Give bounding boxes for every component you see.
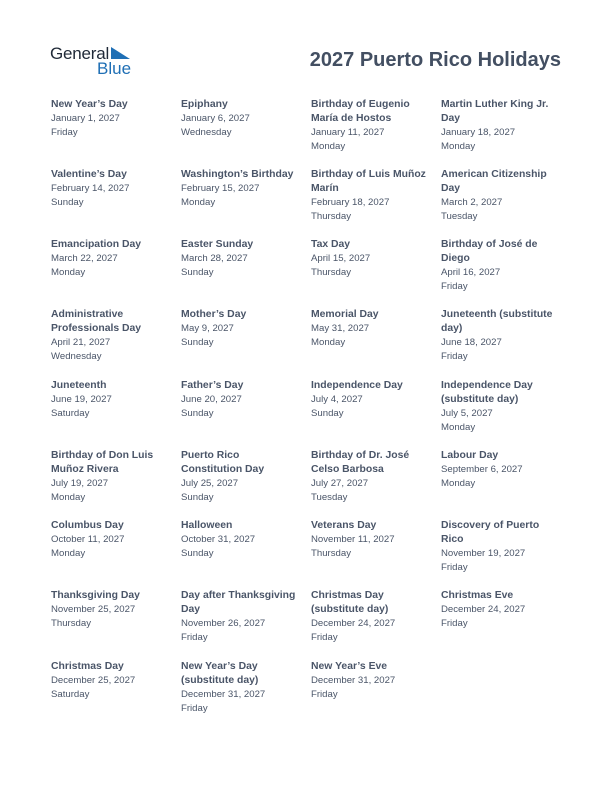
holiday-date: October 11, 2027 [51, 534, 125, 545]
holiday-entry [441, 308, 563, 364]
holiday-name: Birthday of Dr. José Celso Barbosa [311, 450, 410, 475]
holiday-date: February 18, 2027 [311, 197, 390, 208]
holiday-entry [441, 168, 563, 224]
holiday-name: Thanksgiving Day [51, 590, 140, 601]
holiday-date: March 22, 2027 [51, 253, 118, 264]
holiday-entry [311, 519, 433, 561]
holiday-name: Father’s Day [181, 380, 244, 391]
holiday-entry [51, 379, 173, 421]
holiday-date: January 1, 2027 [51, 113, 120, 124]
holiday-name: American Citizenship Day [441, 169, 547, 194]
holiday-date: April 15, 2027 [311, 253, 371, 264]
holiday-name: Easter Sunday [181, 239, 254, 250]
holiday-name: Martin Luther King Jr. Day [441, 99, 549, 124]
holiday-name: Memorial Day [311, 309, 379, 320]
holiday-name: Christmas Day (substitute day) [311, 590, 389, 615]
holiday-date: July 25, 2027 [181, 478, 239, 489]
holiday-entry [181, 449, 303, 505]
holiday-date: November 19, 2027 [441, 548, 526, 559]
page-title: 2027 Puerto Rico Holidays [309, 49, 561, 71]
holiday-date: July 5, 2027 [441, 408, 493, 419]
holiday-entry [311, 168, 433, 224]
holiday-weekday: Monday [51, 267, 86, 278]
holiday-entry [311, 379, 433, 421]
holiday-weekday: Wednesday [51, 351, 102, 362]
holiday-name: Emancipation Day [51, 239, 142, 250]
holiday-name: Independence Day (substitute day) [441, 380, 533, 405]
holiday-weekday: Friday [181, 703, 208, 714]
holiday-name: Discovery of Puerto Rico [441, 520, 540, 545]
holiday-weekday: Monday [51, 492, 86, 503]
holiday-weekday: Thursday [311, 548, 351, 559]
holiday-date: June 18, 2027 [441, 337, 502, 348]
holiday-weekday: Monday [51, 548, 86, 559]
holiday-date: March 2, 2027 [441, 197, 503, 208]
holiday-name: Puerto Rico Constitution Day [181, 450, 265, 475]
holiday-name: Labour Day [441, 450, 499, 461]
holiday-weekday: Thursday [311, 267, 351, 278]
holiday-entry [51, 449, 173, 505]
holiday-date: May 31, 2027 [311, 323, 370, 334]
holiday-weekday: Friday [441, 351, 468, 362]
holiday-weekday: Friday [441, 618, 468, 629]
holiday-name: Birthday of José de Diego [441, 239, 538, 264]
holiday-entry [441, 449, 563, 491]
holiday-entry [311, 238, 433, 280]
holiday-entry [441, 589, 563, 631]
holiday-weekday: Sunday [181, 548, 214, 559]
holiday-date: December 25, 2027 [51, 675, 136, 686]
holiday-entry [441, 98, 563, 154]
holiday-weekday: Monday [181, 197, 216, 208]
holiday-date: December 31, 2027 [181, 689, 266, 700]
holiday-weekday: Sunday [181, 337, 214, 348]
holiday-name: Juneteenth [51, 380, 107, 391]
holiday-date: November 11, 2027 [311, 534, 395, 545]
holiday-weekday: Thursday [51, 618, 91, 629]
holiday-weekday: Sunday [51, 197, 84, 208]
holiday-name: Christmas Eve [441, 590, 514, 601]
holiday-weekday: Monday [441, 422, 476, 433]
holiday-date: December 24, 2027 [311, 618, 396, 629]
holiday-name: Washington’s Birthday [181, 169, 294, 180]
holiday-name: Epiphany [181, 99, 228, 110]
holiday-name: New Year’s Day (substitute day) [181, 661, 259, 686]
holiday-date: April 21, 2027 [51, 337, 111, 348]
holiday-name: Administrative Professionals Day [51, 309, 142, 334]
holiday-entry [51, 519, 173, 561]
holiday-entry [51, 98, 173, 140]
holiday-weekday: Sunday [311, 408, 344, 419]
holiday-name: Birthday of Don Luis Muñoz Rivera [51, 450, 154, 475]
holiday-name: Veterans Day [311, 520, 377, 531]
holiday-entry [181, 98, 303, 140]
holiday-entry [181, 168, 303, 210]
holiday-date: December 24, 2027 [441, 604, 526, 615]
holiday-weekday: Friday [311, 689, 338, 700]
holiday-entry [51, 168, 173, 210]
holiday-date: October 31, 2027 [181, 534, 256, 545]
holiday-entry [181, 379, 303, 421]
holiday-entry [51, 308, 173, 364]
holiday-weekday: Sunday [181, 408, 214, 419]
holiday-date: November 26, 2027 [181, 618, 266, 629]
logo-text-general: General [50, 44, 110, 63]
holiday-weekday: Monday [311, 337, 346, 348]
holiday-date: July 27, 2027 [311, 478, 369, 489]
holiday-weekday: Monday [441, 141, 476, 152]
holiday-entry [181, 308, 303, 350]
holiday-weekday: Saturday [51, 689, 90, 700]
holiday-name: Independence Day [311, 380, 403, 391]
holiday-weekday: Monday [441, 478, 476, 489]
holiday-entry [441, 519, 563, 575]
holiday-date: December 31, 2027 [311, 675, 396, 686]
holiday-entry [441, 238, 563, 294]
holiday-entry [311, 98, 433, 154]
holiday-entry [51, 589, 173, 631]
holiday-weekday: Sunday [181, 492, 214, 503]
holiday-name: Day after Thanksgiving Day [181, 590, 296, 615]
holiday-name: Halloween [181, 520, 233, 531]
holiday-entry [311, 449, 433, 505]
holiday-entry [311, 660, 433, 702]
holiday-date: February 14, 2027 [51, 183, 130, 194]
holiday-date: February 15, 2027 [181, 183, 260, 194]
holiday-date: April 16, 2027 [441, 267, 501, 278]
holiday-date: November 25, 2027 [51, 604, 136, 615]
holiday-entry [181, 519, 303, 561]
holiday-weekday: Friday [311, 632, 338, 643]
holiday-weekday: Sunday [181, 267, 214, 278]
holiday-date: January 11, 2027 [311, 127, 385, 138]
holiday-date: July 4, 2027 [311, 394, 363, 405]
holiday-entry [311, 589, 433, 645]
holiday-date: January 18, 2027 [441, 127, 516, 138]
holiday-name: New Year’s Eve [311, 661, 388, 672]
holiday-weekday: Wednesday [181, 127, 232, 138]
holiday-date: January 6, 2027 [181, 113, 250, 124]
logo-triangle-icon [109, 46, 131, 60]
holiday-name: Birthday of Eugenio María de Hostos [311, 99, 410, 124]
logo-text-blue: Blue [97, 59, 132, 78]
holiday-entry [311, 308, 433, 350]
holiday-date: May 9, 2027 [181, 323, 234, 334]
holiday-weekday: Friday [441, 562, 468, 573]
holiday-grid [51, 98, 571, 738]
generalblue-logo [50, 44, 140, 78]
holiday-entry [181, 589, 303, 645]
holiday-name: Columbus Day [51, 520, 124, 531]
holiday-name: Juneteenth (substitute day) [441, 309, 553, 334]
holiday-name: New Year’s Day [51, 99, 128, 110]
holiday-name: Tax Day [311, 239, 351, 250]
holiday-weekday: Friday [441, 281, 468, 292]
holiday-name: Christmas Day [51, 661, 124, 672]
holiday-entry [51, 660, 173, 702]
holiday-date: March 28, 2027 [181, 253, 248, 264]
holiday-date: September 6, 2027 [441, 464, 523, 475]
holiday-weekday: Saturday [51, 408, 90, 419]
holiday-entry [441, 379, 563, 435]
holiday-weekday: Tuesday [311, 492, 348, 503]
holiday-date: June 20, 2027 [181, 394, 242, 405]
holiday-name: Valentine’s Day [51, 169, 127, 180]
holiday-weekday: Tuesday [441, 211, 478, 222]
holiday-date: June 19, 2027 [51, 394, 112, 405]
holiday-entry [181, 238, 303, 280]
holiday-entry [51, 238, 173, 280]
holiday-weekday: Friday [51, 127, 78, 138]
holiday-date: July 19, 2027 [51, 478, 109, 489]
holiday-weekday: Friday [181, 632, 208, 643]
holiday-name: Mother’s Day [181, 309, 247, 320]
holiday-weekday: Thursday [311, 211, 351, 222]
holiday-name: Birthday of Luis Muñoz Marín [311, 169, 426, 194]
holiday-entry [181, 660, 303, 716]
holiday-weekday: Monday [311, 141, 346, 152]
